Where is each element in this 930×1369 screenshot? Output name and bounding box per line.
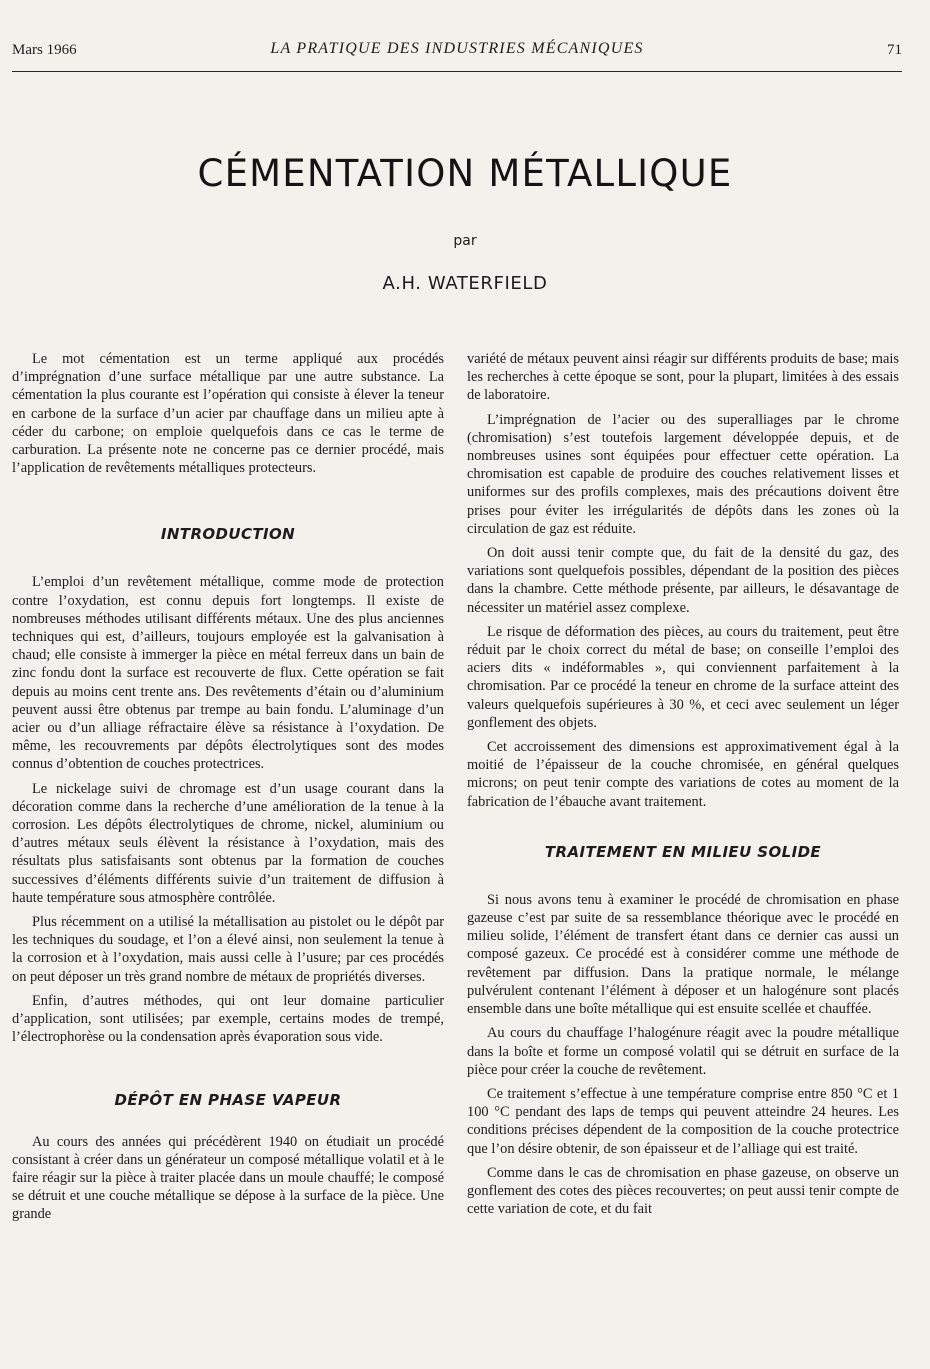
body-paragraph: On doit aussi tenir compte que, du fait de la densité du gaz, des variations sont quelquefois possibles, dépendant de la position des pièces dans la chambre. Cette méthode présente, par ailleurs, le désavantage de nécessiter un matériel assez complexe.: [467, 545, 899, 616]
header-rule: [12, 71, 902, 72]
body-paragraph: Plus récemment on a utilisé la métallisation au pistolet ou le dépôt par les techniques du soudage, et l’on a élevé ainsi, non seulement la tenue à la corrosion et à l’oxydation, mais aussi celle à l’usure; par ces procédés on peut déposer un très grand nombre de métaux de propriétés diverses.: [12, 914, 444, 985]
body-paragraph: Le risque de déformation des pièces, au cours du traitement, peut être réduit par le choix correct du métal de base; on conseille l’emploi des aciers dits « indéformables », qui conviennent parfaitement à la chromisation. Par ce procédé la teneur en chrome de la surface atteint des valeurs quelquefois supérieures à 30 %, et ceci avec seulement un léger gonflement des objets.: [467, 623, 899, 731]
by-line: par: [453, 233, 477, 249]
section-heading-traitement-milieu-solide: TRAITEMENT EN MILIEU SOLIDE: [544, 842, 822, 861]
body-paragraph: Si nous avons tenu à examiner le procédé de chromisation en phase gazeuse c’est par suite de sa ressemblance théorique avec le procédé en milieu solide, l’élément de transfert étant dans ce dernier cas aussi un composé gazeux. Ce procédé est à considérer comme une méthode de revêtement par diffusion. Dans la pratique normale, le mélange pulvérulent contenant l’élément à déposer et un halogénure sont placés ensemble dans une boîte métallique qui est ensuite scellée et chauffée.: [467, 891, 899, 1018]
section-heading-depot-phase-vapeur: DÉPÔT EN PHASE VAPEUR: [114, 1090, 342, 1109]
body-paragraph: Le nickelage suivi de chromage est d’un usage courant dans la décoration comme dans la recherche d’une amélioration de la tenue à la corrosion. Les dépôts électrolytiques de chrome, nickel, aluminium ou d’autres métaux seuls élèvent la résistance à l’oxydation, mais des résultats plus satisfaisants sont obtenus par la formation de couches successives d’éléments différents suivie d’un traitement de diffusion à haute température sous atmosphère contrôlée.: [12, 780, 444, 906]
body-paragraph: Comme dans le cas de chromisation en phase gazeuse, on observe un gonflement des cotes des pièces recouvertes; on peut aussi tenir compte de cette variation de cote, et du fait: [467, 1164, 899, 1218]
body-paragraph: Cet accroissement des dimensions est approximativement égal à la moitié de l’épaisseur de la couche chromisée, en général quelques microns; on peut tenir compte des variations de cotes au moment de la fabrication de l’ébauche avant traitement.: [467, 739, 899, 810]
running-head: [12, 40, 902, 64]
article-title: CÉMENTATION MÉTALLIQUE: [197, 152, 733, 195]
section-heading-introduction: INTRODUCTION: [160, 525, 296, 544]
body-paragraph: Au cours du chauffage l’halogénure réagit avec la poudre métallique dans la boîte et forme un composé volatil qui se détruit en surface de la pièce pour créer la couche de revêtement.: [467, 1025, 899, 1078]
body-paragraph: Enfin, d’autres méthodes, qui ont leur domaine particulier d’application, sont utilisées; par exemple, certains modes de trempé, l’électrophorèse ou la condensation après évaporation sous vide.: [12, 992, 444, 1046]
author-name: A.H. WATERFIELD: [382, 273, 548, 294]
body-paragraph: L’imprégnation de l’acier ou des superalliages par le chrome (chromisation) s’est toutefois largement développée depuis, et de nombreuses usines sont équipées pour effectuer cette opération. La chromisation est capable de produire des couches relativement lisses et uniformes sur des profils complexes, mais des précautions doivent être prises pour éviter les irrégularités de dépôts dans les zones où la circulation de gaz est réduite.: [467, 411, 899, 537]
body-paragraph-continued: variété de métaux peuvent ainsi réagir sur différents produits de base; mais les recherches à cette époque se sont, pour la plupart, limitées à des essais de laboratoire.: [467, 351, 899, 404]
abstract-paragraph: Le mot cémentation est un terme appliqué aux procédés d’imprégnation d’une surface métallique par une autre substance. La cémentation la plus courante est l’opération qui consiste à élever la teneur en carbone de la surface d’un acier par chauffage dans un milieu apte à céder du carbone; on emploie quelquefois dans ce cas le terme de carburation. La présente note ne concerne pas ce dernier procédé, mais l’application de revêtements métalliques protecteurs.: [12, 351, 444, 477]
body-paragraph: Au cours des années qui précédèrent 1940 on étudiait un procédé consistant à créer dans un générateur un composé métallique volatil et à le faire réagir sur la pièce à traiter placée dans un moule chauffé; le composé se détruit et une couche métallique se dépose à la surface de la pièce. Une grande: [12, 1133, 444, 1223]
right-column: [467, 350, 899, 1224]
body-paragraph: Ce traitement s’effectue à une température comprise entre 850 °C et 1 100 °C pendant des laps de temps qui peuvent atteindre 24 heures. Les conditions précises dépendent de la composition de la couche protectrice que l’on désire obtenir, de son épaisseur et de l’alliage qui est traité.: [467, 1085, 899, 1157]
body-paragraph: L’emploi d’un revêtement métallique, comme mode de protection contre l’oxydation, est connu depuis fort longtemps. Il existe de nombreuses méthodes utilisant différents métaux. Une des plus anciennes techniques qui est, d’ailleurs, toujours employée est la galvanisation à chaud; elle consiste à immerger la pièce en métal ferreux dans un bain de zinc fondu dont la surface est recouverte de flux. Cette opération se fait depuis au moins cent trente ans. Des revêtements d’étain ou d’aluminium peuvent aussi être obtenus par trempe au bain fondu. L’aluminage d’un acier ou d’un alliage réfractaire élève sa résistance à l’oxydation. De même, les recouvrements par dépôts électrolytiques sont des modes connus d’obtention de couches protectrices.: [12, 574, 444, 773]
page-number: 71: [887, 42, 902, 58]
journal-name: LA PRATIQUE DES INDUSTRIES MÉCANIQUES: [270, 40, 644, 57]
issue-date: Mars 1966: [12, 42, 77, 58]
left-column: [12, 350, 444, 1230]
